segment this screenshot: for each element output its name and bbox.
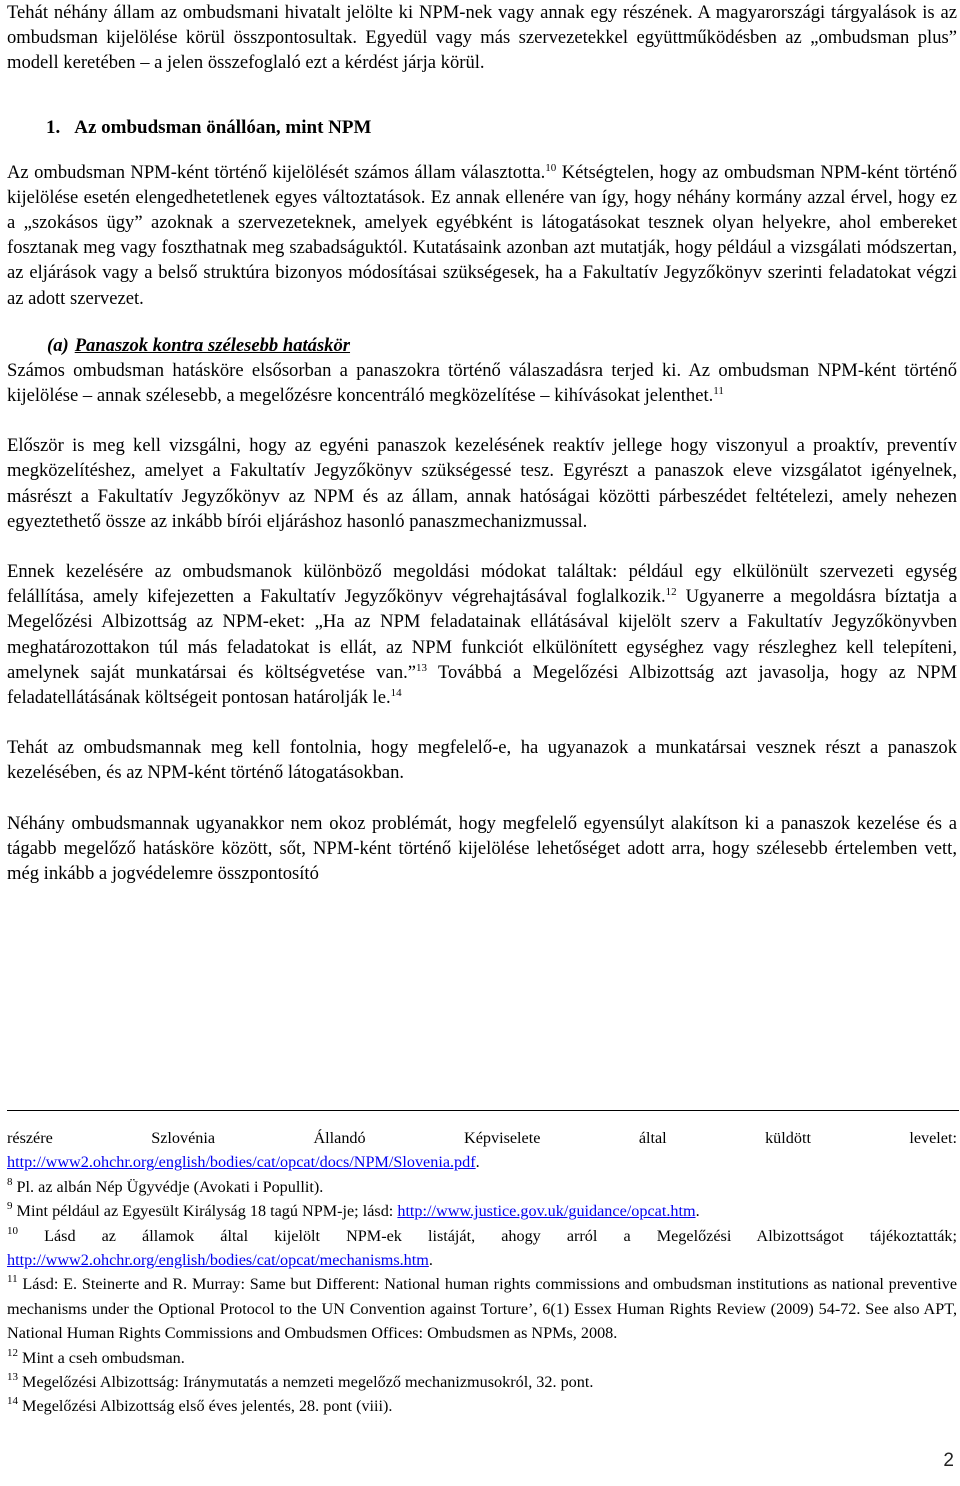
footnote-ref-12[interactable]: 12	[665, 586, 677, 599]
footnote-text: .	[475, 1153, 480, 1172]
body-paragraph-3: Először is meg kell vizsgálni, hogy az egyéni panaszok kezelésének reaktív jellege hogy viszonyul a proaktív, preventív megközelítéshez, amelyet a Fakultatív Jegyzőkönyv szükségessé tesz. Egyrészt a panaszok eleve vizsgálatot igényelnek, másrészt a Fakultatív Jegyzőkönyv az NPM és az állam, annak hatóságai közötti párbeszédet feltételezi, amely nehezen egyeztethető össze az inkább bírói eljáráshoz hasonló panaszmechanizmussal.	[7, 435, 957, 532]
footnote-text: Megelőzési Albizottság: Iránymutatás a nemzeti megelőző mechanizmusokról, 32. pont.	[18, 1373, 594, 1392]
paragraph-text: Továbbá a Megelőzési Albizottság azt javasolja, hogy az NPM feladatellátásának költségeit pontosan határolják le.	[7, 661, 958, 709]
footnote-link-slovenia[interactable]: http://www2.ohchr.org/english/bodies/cat/opcat/docs/NPM/Slovenia.pdf	[7, 1153, 476, 1172]
paragraph-text: Kétségtelen, hogy az ombudsman NPM-ként történő kijelölése esetén elengedhetetlenek egyes változtatások.	[7, 161, 957, 208]
footnote-ref-10[interactable]: 10	[545, 161, 557, 174]
footnote-ref-14[interactable]: 14	[390, 687, 402, 700]
footnote-number: 12	[7, 1346, 18, 1359]
paragraph-text: Ez annak ellenére van így, hogy néhány kormány azzal érvel, hogy ez a „szokásos ügy” azoknak a szervezeteknek, amelyek egyébként is látogatásokat tesznek olyan helyekre, ahol embereket fosztanak meg vagy foszthatnak meg szabadságuktól. Kutatásaink azonban azt mutatják, hogy például a vizsgálati módszertan, az eljárások vagy a belső struktúra bizonyos módosításai szükségesek, ha a Fakultatív Jegyzőkönyv szerinti feladatokat végzi az adott szervezet.	[7, 186, 957, 309]
footnote-13	[7, 1370, 957, 1394]
footnote-9	[7, 1199, 957, 1223]
subsection-title: Panaszok kontra szélesebb hatáskör	[74, 334, 351, 356]
footnote-text: Megelőzési Albizottság első éves jelentés, 28. pont (viii).	[18, 1397, 393, 1416]
document-page	[7, 0, 957, 911]
footnote-number: 13	[7, 1371, 18, 1384]
subsection-heading	[47, 333, 957, 358]
body-paragraph-5: Tehát az ombudsmannak meg kell fontolnia, hogy megfelelő-e, ha ugyanazok a munkatársai vesznek részt a panaszok kezelésében, és az NPM-ként történő látogatásokban.	[7, 737, 957, 784]
paragraph-text: Az ombudsman NPM-ként történő kijelölését számos állam választotta.	[7, 161, 546, 183]
footnote-14	[7, 1394, 957, 1418]
footnote-text: .	[428, 1251, 433, 1270]
footnote-number: 14	[7, 1395, 18, 1408]
footnote-ref-13[interactable]: 13	[416, 661, 428, 674]
paragraph-text: Ennek kezelésére az ombudsmanok különböző megoldási módokat találtak: például egy elkülönült szervezeti egység felállítása, amely kifejezetten a Fakultatív Jegyzőkönyv végrehajtásával foglalkozik.	[7, 561, 957, 608]
section-title: Az ombudsman önállóan, mint NPM	[74, 116, 372, 138]
footnote-ref-11[interactable]: 11	[713, 385, 724, 398]
section-number: 1.	[46, 116, 61, 138]
paragraph-text: Ugyanerre a megoldásra bíztatja a Megelőzési Albizottság az NPM-eket: „Ha az NPM feladatainak ellátásával kijelölt szerv a Fakultatív Jegyzőkönyvben meghatározottakon túl más feladatokat is ellát, az NPM funkciót elkülönített egységhez vagy részleghez kell telepíteni, amelynek saját munkatársai és költségvetése van.”	[7, 586, 957, 683]
subsection-label: (a)	[47, 334, 69, 356]
paragraph-text: Számos ombudsman hatásköre elsősorban a panaszokra történő válaszadásra terjed ki. Az ombudsman NPM-ként történő kijelölése – annak szélesebb, a megelőzésre koncentráló megközelítése – kihívásokat jelenthet.	[7, 359, 957, 407]
section-heading	[46, 115, 957, 140]
footnote-number: 11	[7, 1273, 18, 1286]
footnote-8	[7, 1175, 957, 1199]
footnote-continuation	[7, 1126, 957, 1150]
body-paragraph-6: Néhány ombudsmannak ugyanakkor nem okoz problémát, hogy megfelelő egyensúlyt alakítson ki a panaszok kezelése és a tágabb megelőző hatásköre között, sőt, NPM-ként történő kijelölése lehetőséget adott arra, hogy szélesebb értelemben vett, még inkább a jogvédelemre összpontosító	[7, 812, 957, 885]
footnotes	[7, 1126, 957, 1419]
body-paragraph-2	[7, 358, 957, 408]
footnote-12	[7, 1346, 957, 1370]
body-paragraph-1	[7, 160, 957, 311]
footnote-text: Pl. az albán Nép Ügyvédje (Avokati i Popullit).	[12, 1177, 324, 1196]
footnote-number: 9	[7, 1200, 13, 1213]
footnote-text: Mint a cseh ombudsman.	[18, 1348, 185, 1367]
footnote-number: 10	[7, 1224, 18, 1237]
footnote-number: 8	[7, 1175, 13, 1188]
body-paragraph-4	[7, 559, 957, 710]
footnote-text: Mint például az Egyesült Királyság 18 tagú NPM-je; lásd:	[12, 1202, 398, 1221]
footnote-link-justice[interactable]: http://www.justice.gov.uk/guidance/opcat.htm	[397, 1202, 696, 1221]
page-number: 2	[943, 1450, 954, 1471]
footnote-link-mechanisms[interactable]: http://www2.ohchr.org/english/bodies/cat/opcat/mechanisms.htm	[7, 1251, 429, 1270]
footnote-continuation-link-line	[7, 1150, 957, 1174]
footnote-text: részére Szlovénia Állandó Képviselete által küldött levelet:	[7, 1129, 957, 1147]
footnote-10	[7, 1224, 957, 1273]
intro-paragraph: Tehát néhány állam az ombudsmani hivatalt jelölte ki NPM-nek vagy annak egy részének. A magyarországi tárgyalások is az ombudsman kijelölése körül összpontosultak. Egyedül vagy más szervezetekkel együttműködésben az „ombudsman plus” modell keretében – a jelen összefoglaló ezt a kérdést járja körül.	[7, 2, 957, 74]
footnote-text: .	[695, 1202, 700, 1221]
footnote-text: Lásd: E. Steinerte and R. Murray: Same but Different: National human rights commissions and ombudsman institutions as national preventive mechanisms under the Optional Protocol to the UN Convention against Torture’, 6(1) Essex Human Rights Review (2009) 54-72. See also APT, National Human Rights Commissions and Ombudsmen Offices: Ombudsmen as NPMs, 2008.	[7, 1275, 957, 1343]
footnote-text: Lásd az államok által kijelölt NPM-ek listáját, ahogy arról a Megelőzési Albizottságot tájékoztatták;	[18, 1226, 957, 1245]
footnote-divider	[7, 1110, 959, 1111]
footnote-11	[7, 1272, 957, 1345]
